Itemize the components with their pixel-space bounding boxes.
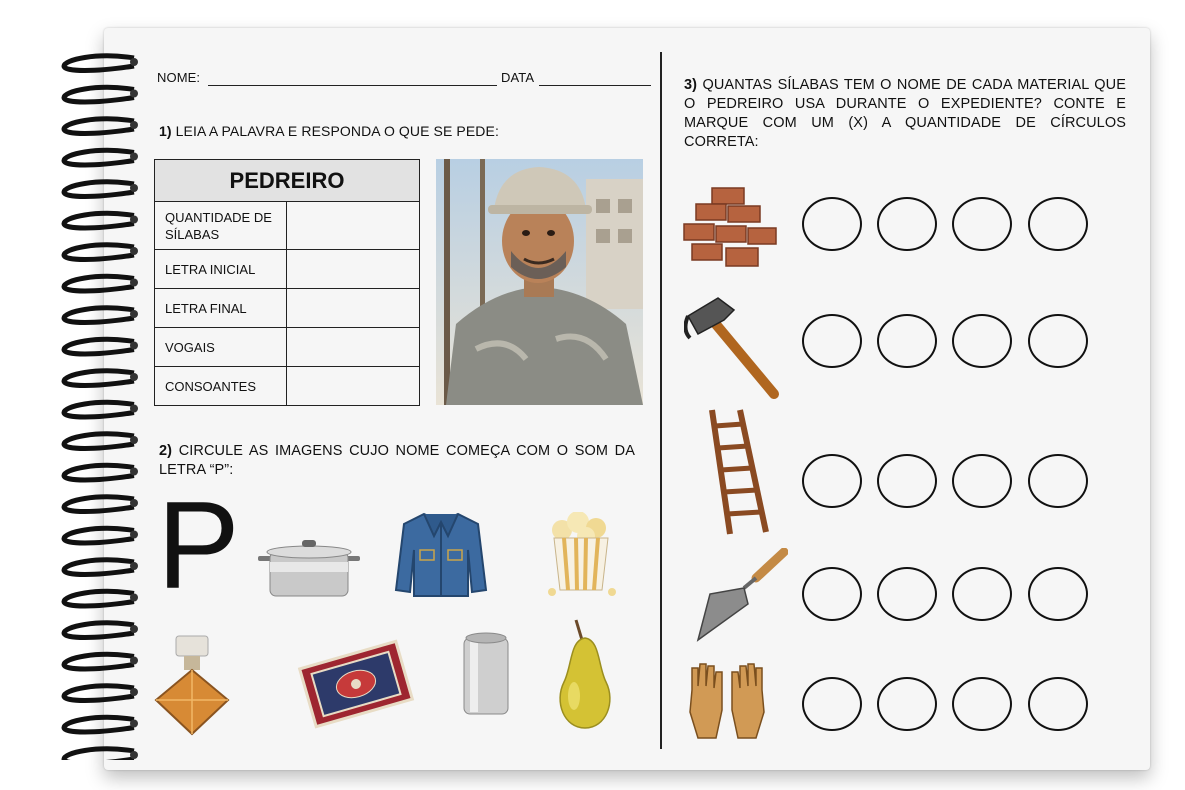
- spiral-hole: [130, 153, 138, 161]
- spiral-hole: [130, 594, 138, 602]
- popcorn-icon[interactable]: [542, 512, 620, 598]
- q1-text: LEIA A PALAVRA E RESPONDA O QUE SE PEDE:: [175, 123, 499, 139]
- name-label: NOME:: [157, 70, 201, 85]
- row-label-vowels: VOGAIS: [155, 328, 287, 367]
- spiral-coil: [64, 465, 134, 480]
- answer-circle[interactable]: [877, 567, 937, 621]
- spiral-hole: [130, 531, 138, 539]
- hammer-icon: [684, 296, 780, 400]
- ladder-icon: [706, 408, 772, 536]
- answer-circle[interactable]: [802, 314, 862, 368]
- spiral-coil: [64, 717, 134, 732]
- answer-circle[interactable]: [1028, 567, 1088, 621]
- spiral-hole: [130, 405, 138, 413]
- spiral-coil: [64, 56, 134, 71]
- answer-circle[interactable]: [952, 314, 1012, 368]
- spiral-coil: [64, 119, 134, 134]
- answer-circle[interactable]: [802, 454, 862, 508]
- spiral-coil: [64, 434, 134, 449]
- spiral-binding: [56, 40, 146, 760]
- spiral-hole: [130, 625, 138, 633]
- answer-circle[interactable]: [952, 677, 1012, 731]
- spiral-hole: [130, 121, 138, 129]
- spiral-hole: [130, 373, 138, 381]
- spiral-coil: [64, 654, 134, 669]
- spiral-coil: [64, 371, 134, 386]
- spiral-hole: [130, 468, 138, 476]
- spiral-coil: [64, 623, 134, 638]
- date-field[interactable]: [539, 85, 651, 86]
- spiral-hole: [130, 562, 138, 570]
- answer-syllables[interactable]: [287, 202, 420, 250]
- spiral-coil: [64, 402, 134, 417]
- answer-circle[interactable]: [1028, 197, 1088, 251]
- spiral-coil: [64, 245, 134, 260]
- answer-vowels[interactable]: [287, 328, 420, 367]
- q3-number: 3): [684, 77, 698, 93]
- answer-circle[interactable]: [802, 567, 862, 621]
- name-field[interactable]: [208, 85, 497, 86]
- answer-circle[interactable]: [802, 197, 862, 251]
- date-label: DATA: [501, 70, 535, 85]
- q1-number: 1): [159, 123, 172, 139]
- answer-circle[interactable]: [952, 454, 1012, 508]
- spiral-hole: [130, 720, 138, 728]
- column-divider: [660, 52, 662, 749]
- trowel-icon: [696, 548, 788, 642]
- spiral-hole: [130, 342, 138, 350]
- big-letter-p: P: [157, 477, 240, 615]
- spiral-coil: [64, 591, 134, 606]
- spiral-coil: [64, 749, 134, 760]
- spiral-coil: [64, 339, 134, 354]
- answer-circle[interactable]: [1028, 677, 1088, 731]
- q1-heading: [159, 123, 499, 139]
- answer-circle[interactable]: [1028, 454, 1088, 508]
- spiral-hole: [130, 436, 138, 444]
- spiral-hole: [130, 216, 138, 224]
- spiral-hole: [130, 247, 138, 255]
- spiral-coil: [64, 560, 134, 575]
- q2-heading: [159, 442, 635, 480]
- spiral-coil: [64, 308, 134, 323]
- word-table: [154, 159, 420, 406]
- answer-circle[interactable]: [877, 677, 937, 731]
- answer-consonants[interactable]: [287, 367, 420, 406]
- row-label-consonants: CONSOANTES: [155, 367, 287, 406]
- jacket-icon[interactable]: [394, 510, 488, 600]
- answer-initial[interactable]: [287, 250, 420, 289]
- spiral-hole: [130, 499, 138, 507]
- spiral-coil: [64, 686, 134, 701]
- spiral-coil: [64, 213, 134, 228]
- spiral-coil: [64, 87, 134, 102]
- spiral-hole: [130, 310, 138, 318]
- spiral-coil: [64, 276, 134, 291]
- spiral-coil: [64, 497, 134, 512]
- row-label-initial: LETRA INICIAL: [155, 250, 287, 289]
- answer-final[interactable]: [287, 289, 420, 328]
- q3-heading: [684, 76, 1126, 152]
- answer-circle[interactable]: [877, 314, 937, 368]
- spiral-hole: [130, 90, 138, 98]
- bricklayer-photo: [436, 159, 643, 405]
- gloves-icon: [686, 660, 768, 742]
- row-label-final: LETRA FINAL: [155, 289, 287, 328]
- spiral-hole: [130, 751, 138, 759]
- answer-circle[interactable]: [877, 197, 937, 251]
- answer-circle[interactable]: [952, 197, 1012, 251]
- spiral-hole: [130, 688, 138, 696]
- spiral-hole: [130, 657, 138, 665]
- answer-circle[interactable]: [802, 677, 862, 731]
- bricks-icon: [682, 184, 780, 278]
- answer-circle[interactable]: [1028, 314, 1088, 368]
- perfume-icon[interactable]: [150, 634, 234, 738]
- word-title: PEDREIRO: [155, 160, 420, 202]
- q3-text: QUANTAS SÍLABAS TEM O NOME DE CADA MATERIAL QUE O PEDREIRO USA DURANTE O EXPEDIENTE? CONTE E MARQUE COM UM (X) A QUANTIDADE DE CÍRCULOS CORRETA:: [684, 77, 1126, 150]
- q2-text: CIRCULE AS IMAGENS CUJO NOME COMEÇA COM O SOM DA LETRA “P”:: [159, 443, 635, 478]
- row-label-syllables: QUANTIDADE DE SÍLABAS: [155, 202, 287, 250]
- can-icon[interactable]: [460, 630, 512, 720]
- spiral-coil: [64, 182, 134, 197]
- spiral-hole: [130, 279, 138, 287]
- answer-circle[interactable]: [877, 454, 937, 508]
- rug-icon[interactable]: [296, 636, 416, 732]
- pear-icon[interactable]: [552, 618, 618, 732]
- spiral-coil: [64, 528, 134, 543]
- spiral-hole: [130, 184, 138, 192]
- spiral-hole: [130, 58, 138, 66]
- spiral-coil: [64, 150, 134, 165]
- pot-icon[interactable]: [254, 536, 364, 602]
- q2-number: 2): [159, 443, 173, 459]
- answer-circle[interactable]: [952, 567, 1012, 621]
